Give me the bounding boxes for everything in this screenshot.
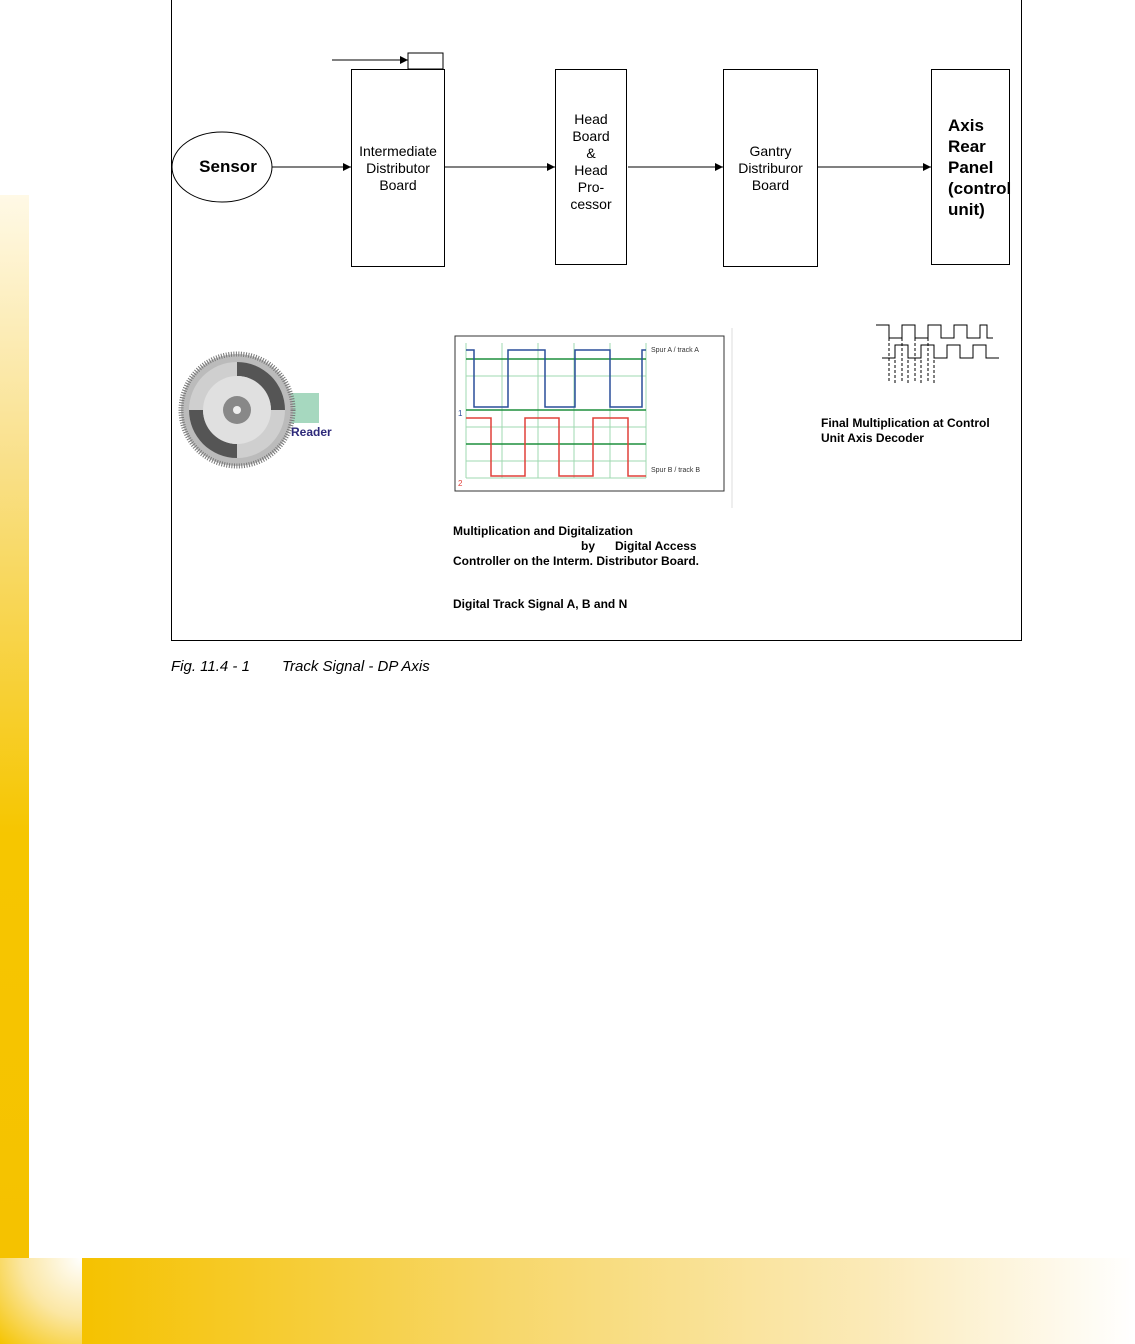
pulse-diagram — [876, 325, 999, 383]
head-board-box: Head Board & Head Pro- cessor — [555, 69, 627, 265]
track-b-label: Spur B / track B — [651, 467, 701, 474]
track-a-label: Spur A / track A — [651, 347, 699, 354]
intermediate-distributor-board-box: Intermediate Distributor Board — [351, 69, 445, 267]
sensor-label: Sensor — [199, 157, 257, 176]
gantry-distributor-board-box: Gantry Distriburor Board — [723, 69, 818, 267]
decorative-corner — [0, 1258, 82, 1344]
reader-label: Reader — [291, 425, 332, 439]
decorative-footer-bar — [82, 1258, 1135, 1344]
figure-caption — [171, 658, 430, 675]
figure-title: Track Signal - DP Axis — [281, 658, 430, 675]
oscilloscope-image — [455, 328, 732, 508]
final-multiplication-label: Final Multiplication at Control Unit Axis Decoder — [821, 416, 990, 445]
multiplication-label: Multiplication and Digitalization by Digital Access Controller on the Interm. Distributor Board. — [453, 524, 700, 568]
channel-1-label: 1 — [458, 409, 463, 418]
axis-rear-panel-box: Axis Rear Panel (control unit) — [931, 69, 1010, 265]
figure-number: Fig. 11.4 - 1 — [171, 658, 250, 675]
channel-2-label: 2 — [458, 479, 463, 488]
encoder-disk-image — [181, 354, 319, 466]
track-signal-label: Digital Track Signal A, B and N — [453, 597, 628, 611]
